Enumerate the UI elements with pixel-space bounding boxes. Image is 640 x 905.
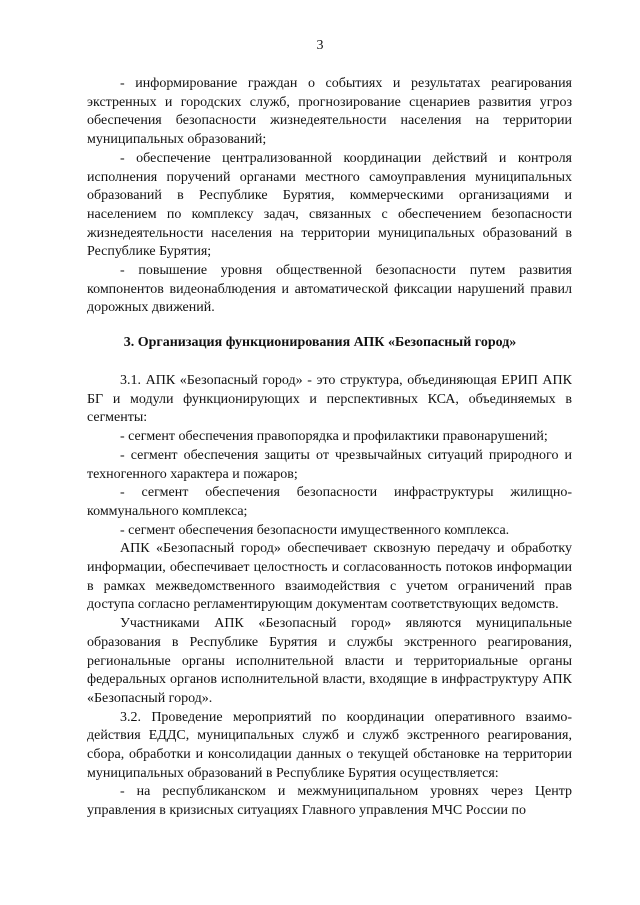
list-item: - сегмент обеспечения правопорядка и профилактики правонарушений; [120, 429, 548, 445]
paragraph: 3.1. АПК «Безопасный город» - это структура, объединяющая ЕРИП АПК БГ и модули функционирующих и перспективных КСА, объединяемых в сегменты: [87, 373, 572, 426]
section-body [87, 372, 572, 821]
list-item: - сегмент обеспечения защиты от чрезвычайных ситуаций природного и техногенного характера и пожаров; [87, 447, 572, 482]
page-number: 3 [316, 38, 324, 53]
paragraph: Участниками АПК «Безопасный город» являются муниципальные образования в Республике Бурятия и службы экстренного реагирования, региональные органы исполнительной власти и территориальные органы федеральных органов исполнительной власти, входящие в инфраструктуру АПК «Безопасный город». [87, 616, 572, 706]
list-item: - информирование граждан о событиях и результатах реагирования экстренных и городских служб, прогнозирование сценариев развития угроз обеспечения безопасности жизнедеятельности населения на территории муниципальных образований; [87, 76, 572, 148]
paragraph: 3.2. Проведение мероприятий по координации оперативного взаимодействия ЕДДС, муниципальных служб и служб экстренного реагирования, сбора, обработки и консолидации данных о текущей обстановке на территории муниципальных образований в Республике Бурятия осуществляется: [87, 709, 572, 781]
list-item: - на республиканском и межмуниципальном уровнях через Центр управления в кризисных ситуациях Главного управления МЧС России по [87, 784, 572, 819]
intro-list [87, 75, 572, 318]
list-item: - сегмент обеспечения безопасности инфраструктуры жилищно-коммунального комплекса; [87, 485, 572, 519]
list-item: - сегмент обеспечения безопасности имущественного комплекса. [120, 522, 510, 538]
section-heading: 3. Организация функционирования АПК «Безопасный город» [123, 335, 517, 350]
paragraph: АПК «Безопасный город» обеспечивает сквозную передачу и обработку информации, обеспечивает целостность и согласованность потоков информации в рамках межведомственного взаимодействия с учетом ограничений прав доступа согласно регламентирующим документам соответствующих ведомств. [87, 541, 572, 613]
list-item: - обеспечение централизованной координации действий и контроля исполнения поручений органами местного самоуправления муниципальных образований в Республике Бурятия, коммерческими организациями и населением по комплексу задач, связанных с обеспечением безопасности жизнедеятельности населения на территории муниципальных образований в Республике Бурятия; [87, 150, 572, 260]
list-item: - повышение уровня общественной безопасности путем развития компонентов видеонаблюдения и автоматической фиксации нарушений правил дорожных движений. [87, 263, 572, 316]
